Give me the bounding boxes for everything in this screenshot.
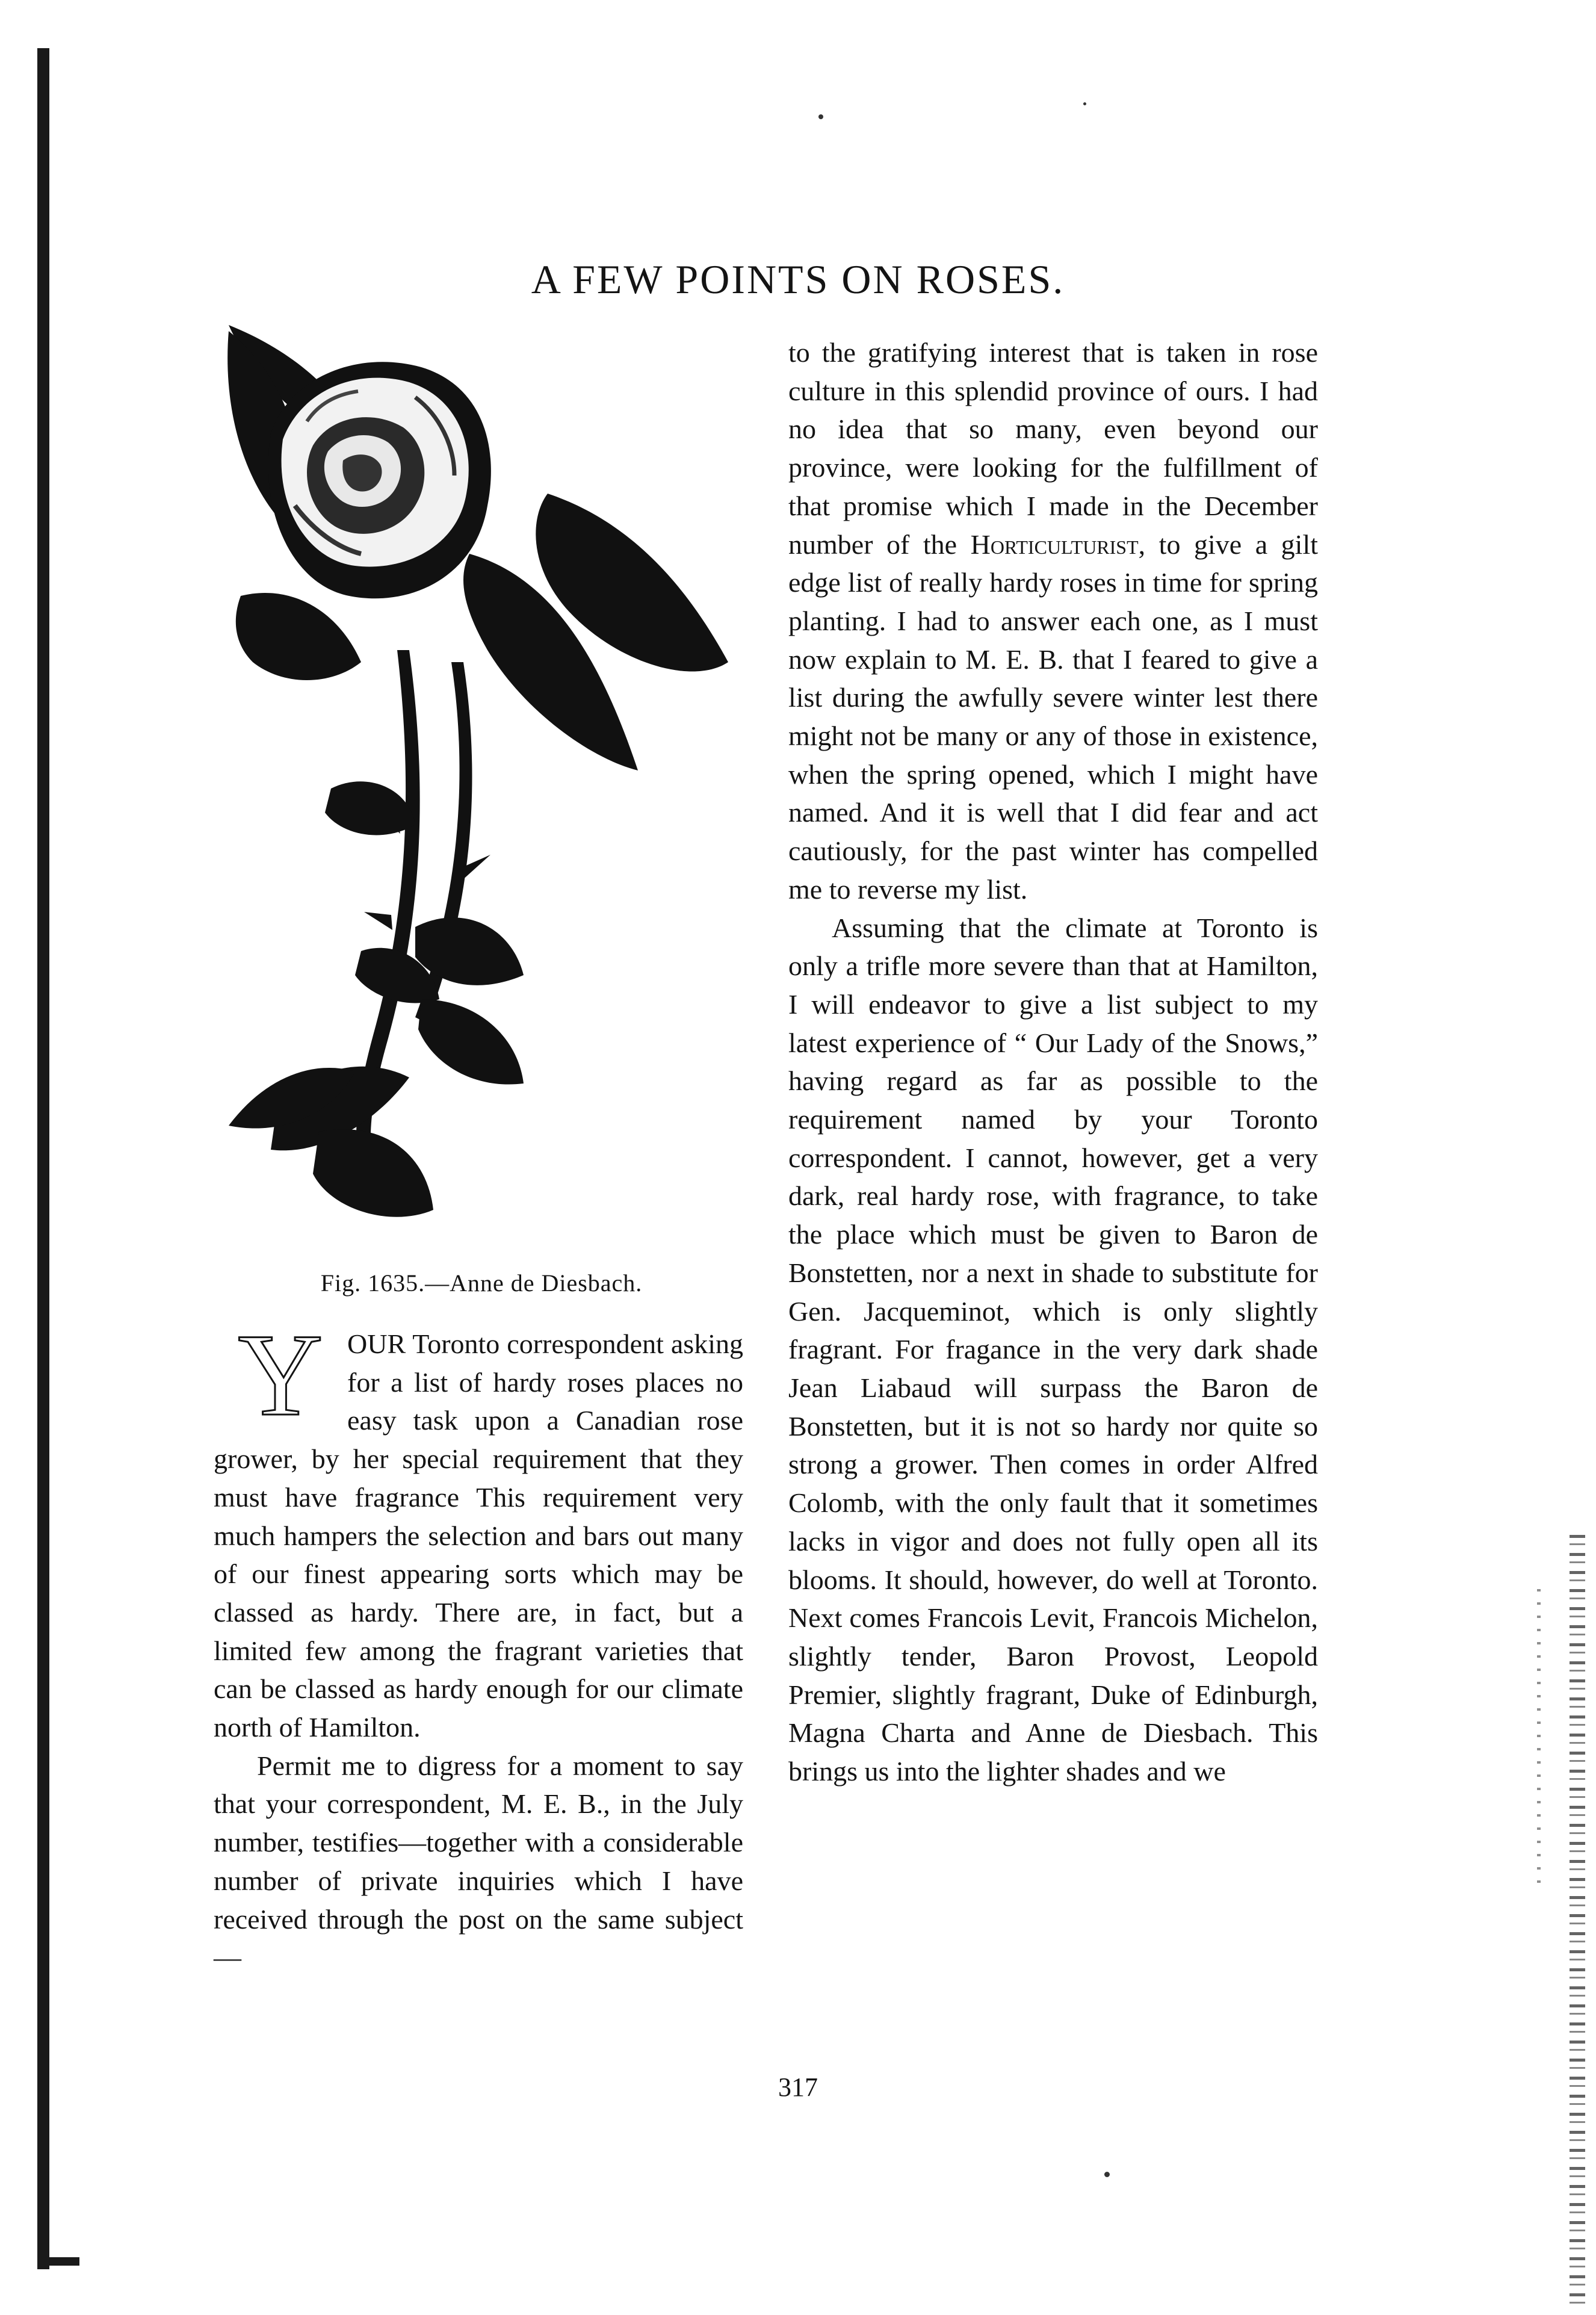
print-speck [1083, 102, 1086, 105]
drop-cap: Y [238, 1310, 323, 1440]
paragraph: Assuming that the climate at Toronto is only a trifle more severe than that at Hamilton, I will endeavor to give a list subject to my latest experience of “ Our Lady of the Snows,” having regard as far as possible to the requirement named by your Toronto correspondent. I cannot, however, get a very dark, real hardy rose, with fragrance, to take the place which must be given to Baron de Bonstetten, nor a next in shade to substitute for Gen. Jacqueminot, which is only slightly fragrant. For fragance in the very dark shade Jean Liabaud will surpass the Baron de Bonstetten, but it is not so hardy nor quite so strong a grower. Then comes in order Alfred Colomb, with the only fault that it sometimes lacks in vigor and does not fully open all its blooms. It should, however, do well at Toronto. Next comes Francois Levit, Francois Michelon, slightly tender, Baron Provost, Leopold Premier, slightly fragrant, Duke of Edinburgh, Magna Charta and Anne de Diesbach. This brings us into the lighter shades and we [788, 912, 1318, 1787]
rose-illustration [217, 325, 746, 1234]
page-binding-edge [37, 48, 49, 2269]
paragraph-text: to the gratifying interest that is taken in rose culture in this splendid province of ours. I had no idea that so many, even beyond our province, were looking for the fulfillment of that promise which I made in the December number of the [788, 337, 1318, 560]
print-speck [818, 114, 823, 119]
left-column [214, 1310, 743, 1977]
paragraph [788, 333, 1318, 909]
page-binding-foot [37, 2257, 79, 2266]
opening-text: OUR Toronto correspondent asking for a list of hardy roses places no easy task upon a Canadian rose grower, by her special requirement that they must have fragrance This requirement very much hampers the selection and bars out many of our finest appearing sorts which may be classed as hardy. There are, in fact, but a limited few among the fragrant varieties that can be classed as hardy enough for our climate north of Hamilton. [214, 1328, 743, 1743]
scan-edge-noise [1570, 1535, 1585, 2305]
figure-caption: Fig. 1635.—Anne de Diesbach. [320, 1269, 643, 1297]
page-number: 317 [778, 2072, 818, 2102]
paragraph-text: , to give a gilt edge list of really hardy roses in time for spring planting. I had to answer each one, as I must now explain to M. E. B. that I feared to give a list during the awfully severe winter lest there might not be many or any of those in existence, when the spring opened, which I might have named. And it is well that I did fear and act cautiously, for the past winter has compelled me to reverse my list. [788, 528, 1318, 905]
print-speck [1104, 2172, 1110, 2177]
paragraph: Permit me to digress for a moment to say that your correspondent, M. E. B., in the July number, testifies—together with a considerable number of private inquiries which I have received through the post on the same subject— [214, 1750, 743, 1973]
scan-edge-noise [1537, 1589, 1541, 1890]
opening-paragraph [214, 1310, 743, 1747]
right-column [788, 333, 1318, 1791]
article-title: A FEW POINTS ON ROSES. [531, 256, 1065, 302]
journal-name: Horticulturist [970, 528, 1139, 560]
